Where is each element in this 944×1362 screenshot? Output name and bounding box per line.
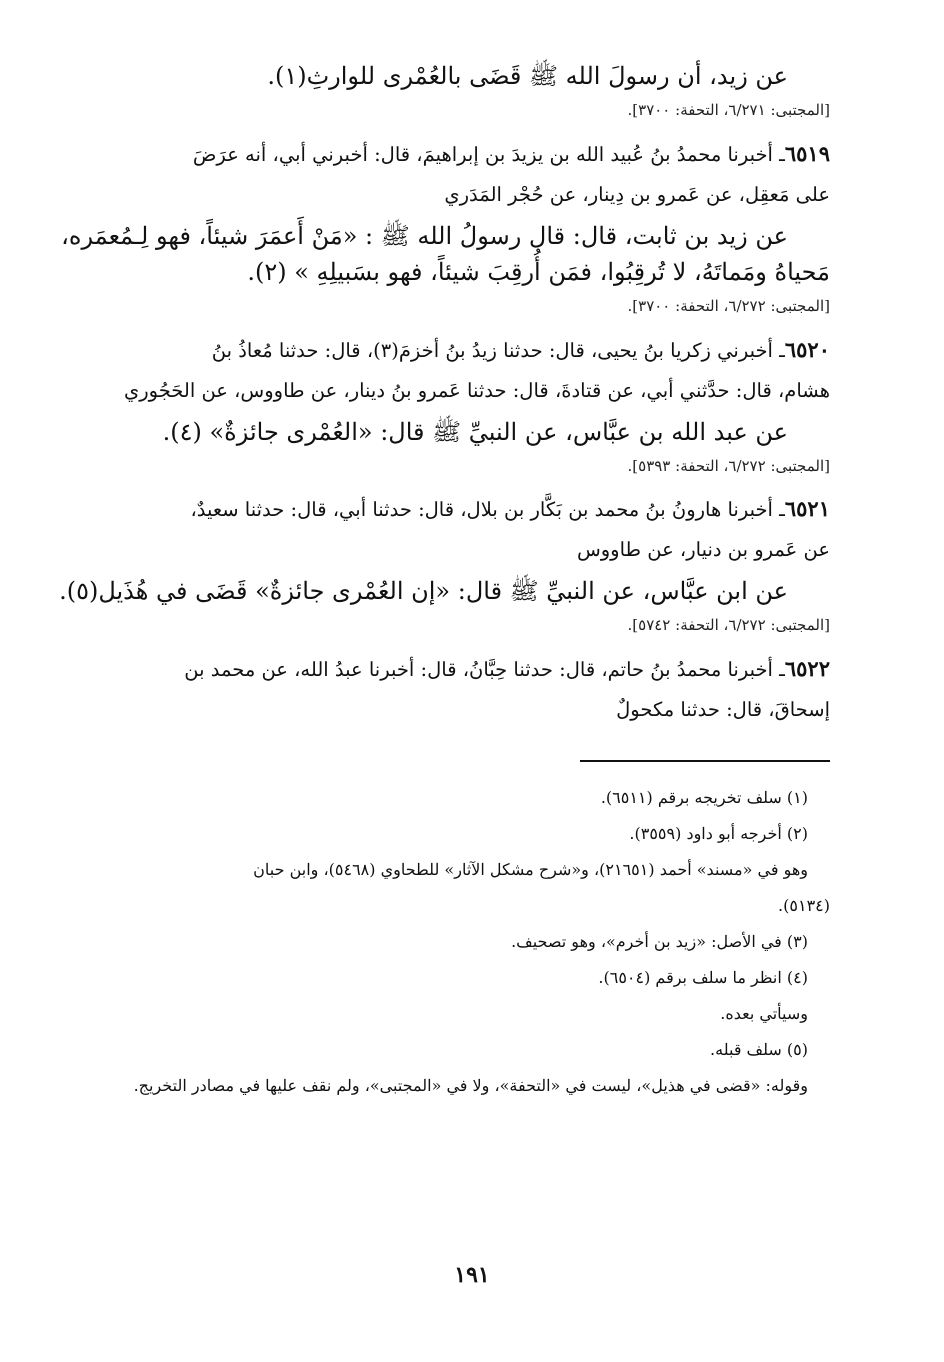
footnote-2-continuation: وهو في «مسند» أحمد (٢١٦٥١)، و«شرح مشكل الآثار» للطحاوي (٥٤٦٨)، وابن حبان [253,860,808,879]
hadith-6522-line-2: إسحاقَ، قال: حدثنا مكحولٌ [616,698,830,721]
hadith-chain-text: ـ أخبرني زكريا بنُ يحيى، قال: حدثنا زيدُ بنُ أخزمَ(٣)، قال: حدثنا مُعاذُ بنُ [211,338,785,362]
footnote-4-continuation: وسيأتي بعده. [720,1004,808,1023]
reference-line-1: [المجتبى: ٦/٢٧١، التحفة: ٣٧٠٠]. [627,101,830,119]
hadith-6520-line-1 [130,330,830,371]
footnote-3: (٣) في الأصل: «زيد بن أخرم»، وهو تصحيف. [511,932,808,951]
hadith-6520-line-2: هشام، قال: حدَّثني أبي، عن قتادةَ، قال: حدثنا عَمرو بنُ دينار، عن طاووس، عن الحَجُوري [123,378,830,402]
hadith-6521-line-2: عن عَمرو بن دنيار، عن طاووس [576,538,830,562]
hadith-chain-text: ـ أخبرنا هارونُ بنُ محمد بن بَكَّار بن بلال، قال: حدثنا أبي، قال: حدثنا سعيدٌ، [190,498,785,522]
footnote-5-continuation: وقوله: «قضى في هذيل»، ليست في «التحفة»، ولا في «المجتبى»، ولم نقف عليها في مصادر التخريج. [133,1076,808,1095]
footnote-2: (٢) أخرجه أبو داود (٣٥٥٩). [629,824,808,843]
reference-line-4: [المجتبى: ٦/٢٧٢، التحفة: ٥٧٤٢]. [627,616,830,635]
footnote-2-continuation-end: (٥١٣٤). [778,896,830,915]
hadith-chain-text: ـ أخبرنا محمدُ بنُ عُبيد الله بن يزيدَ بن إبراهيمَ، قال: أخبرني أبي، أنه عرَضَ [192,142,785,166]
reference-line-3: [المجتبى: ٦/٢٧٢، التحفة: ٥٣٩٣]. [627,456,830,475]
footnote-5: (٥) سلف قبله. [710,1040,808,1059]
hadith-6519-matn-1: عن زيد بن ثابت، قال: قال رسولُ الله ﷺ : «مَنْ أَعمَرَ شيئاً، فهو لِـمُعمَره، [61,221,788,250]
hadith-number: ٦٥١٩ [784,140,830,166]
hadith-6519-matn-2: مَحياهُ ومَماتَهُ، لا تُرقِبُوا، فمَن أُرقِبَ شيئاً، فهو بسَبيلِهِ » (٢). [247,257,830,286]
hadith-chain-text: ـ أخبرنا محمدُ بنُ حاتم، قال: حدثنا حِبَّانُ، قال: أخبرنا عبدُ الله، عن محمد بن [184,658,785,681]
footnote-divider [580,760,830,762]
footnote-4: (٤) انظر ما سلف برقم (٦٥٠٤). [598,968,808,987]
footnote-1: (١) سلف تخريجه برقم (٦٥١١). [600,788,808,807]
document-page [59,55,830,1315]
hadith-6519-line-2: على مَعقِل، عن عَمرو بن دِينار، عن حُجْر المَدَري [444,182,830,206]
hadith-6519-line-1 [130,134,830,175]
hadith-6521-matn-1: عن ابن عبَّاس، عن النبيِّ ﷺ قال: «إن العُمْرى جائزةٌ» قَضَى في هُذَيل(٥). [59,577,788,606]
hadith-6522-line-1 [130,649,830,690]
hadith-number: ٦٥٢١ [784,496,830,522]
opening-hadith-line: عن زيد، أن رسولَ الله ﷺ قَضَى بالعُمْرى للوارثِ(١). [267,62,788,90]
hadith-6521-line-1 [130,489,830,530]
hadith-number: ٦٥٢٢ [784,656,830,681]
page-number: ١٩١ [454,1262,490,1288]
reference-line-2: [المجتبى: ٦/٢٧٢، التحفة: ٣٧٠٠]. [627,296,830,315]
hadith-6520-matn-1: عن عبد الله بن عبَّاس، عن النبيِّ ﷺ قال: «العُمْرى جائزةٌ» (٤). [162,417,788,446]
hadith-number: ٦٥٢٠ [784,336,830,362]
